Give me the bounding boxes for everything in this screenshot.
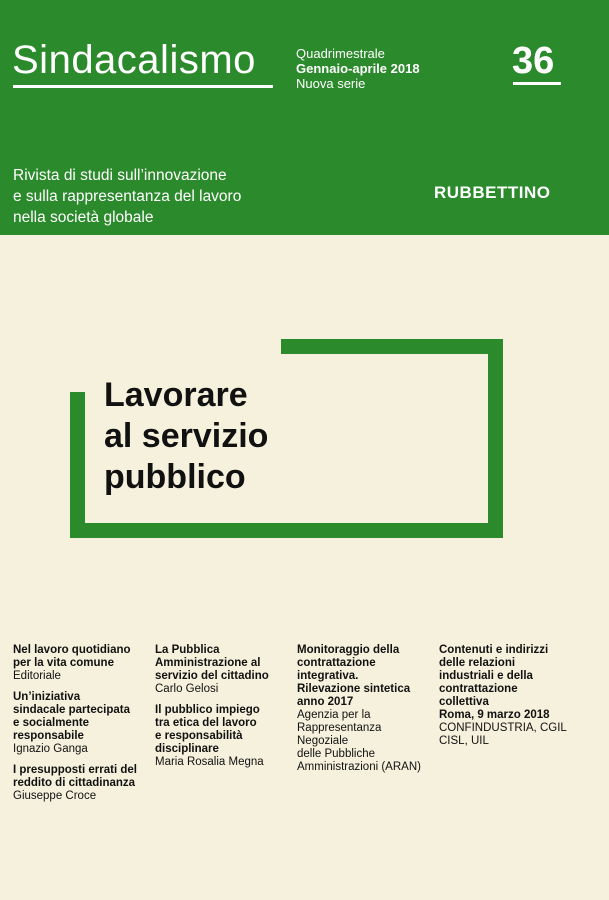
article-entry [439,644,579,748]
main-title [104,375,268,498]
article-title-line: per la vita comune [13,657,114,669]
article-title-line: I presupposti errati del [13,764,137,776]
article-author-line: Ignazio Ganga [13,743,88,755]
article-title-line: contrattazione [297,657,376,669]
article-author-line: CONFINDUSTRIA, CGIL [439,722,567,734]
article-title-line: e responsabilità [155,730,243,742]
article-title-line: reddito di cittadinanza [13,777,136,789]
article-entry [13,764,153,803]
article-author-line: Giuseppe Croce [13,790,97,802]
article-title-line: industriali e della [439,670,533,682]
subtitle-line: Rivista di studi sull’innovazione [13,167,227,184]
frame-top-bar [281,339,503,354]
article-title-line: Monitoraggio della [297,644,400,656]
article-author-line: Carlo Gelosi [155,683,219,695]
masthead-underline [13,85,273,88]
publisher-logo: RUBBETTINO [434,183,551,202]
period-label: Gennaio-aprile 2018 [296,61,420,76]
article-title-line: tra etica del lavoro [155,717,257,729]
article-title-line: Contenuti e indirizzi [439,644,549,656]
frame-left-bar [70,392,85,538]
article-author-line: delle Pubbliche [297,748,376,760]
article-author-line: Negoziale [297,735,349,747]
contents-column [155,644,295,777]
series-label: Nuova serie [296,76,366,91]
article-title-line: Un’iniziativa [13,691,81,703]
issue-number: 36 [512,40,555,82]
issue-number-underline [513,82,561,85]
article-author-line: CISL, UIL [439,735,489,747]
article-title-line: anno 2017 [297,696,354,708]
journal-subtitle [13,165,293,228]
article-title-line: responsabile [13,730,84,742]
article-entry [155,704,295,769]
main-title-line: al servizio [104,417,269,455]
contents-column [439,644,579,756]
main-title-line: pubblico [104,458,246,496]
article-entry [155,644,295,696]
contents-column [297,644,437,782]
article-author-line: Amministrazioni (ARAN) [297,761,421,773]
article-entry [297,644,437,774]
article-title-line: contrattazione [439,683,518,695]
article-title-line: Amministrazione al [155,657,261,669]
header-band [0,0,609,235]
article-entry [13,644,153,683]
issue-meta [296,46,420,91]
frame-bottom-bar [70,523,503,538]
article-title-line: servizio del cittadino [155,670,269,682]
article-title-line: Il pubblico impiego [155,704,260,716]
article-author-line: Rappresentanza [297,722,382,734]
subtitle-line: e sulla rappresentanza del lavoro [13,188,242,205]
article-title-line: Nel lavoro quotidiano [13,644,131,656]
article-author-line: Editoriale [13,670,61,682]
frequency-label: Quadrimestrale [296,46,385,61]
subtitle-line: nella società globale [13,209,154,226]
article-title-line: Roma, 9 marzo 2018 [439,709,550,721]
masthead-title: Sindacalismo [12,38,256,82]
article-title-line: integrativa. [297,670,359,682]
article-title-line: delle relazioni [439,657,516,669]
main-title-line: Lavorare [104,376,248,414]
article-title-line: Rilevazione sintetica [297,683,411,695]
frame-right-bar [488,339,503,538]
article-title-line: La Pubblica [155,644,220,656]
article-title-line: disciplinare [155,743,219,755]
contents-column [13,644,153,811]
article-entry [13,691,153,756]
article-title-line: collettiva [439,696,489,708]
article-title-line: sindacale partecipata [13,704,130,716]
article-author-line: Agenzia per la [297,709,371,721]
article-title-line: e socialmente [13,717,90,729]
article-author-line: Maria Rosalia Megna [155,756,264,768]
